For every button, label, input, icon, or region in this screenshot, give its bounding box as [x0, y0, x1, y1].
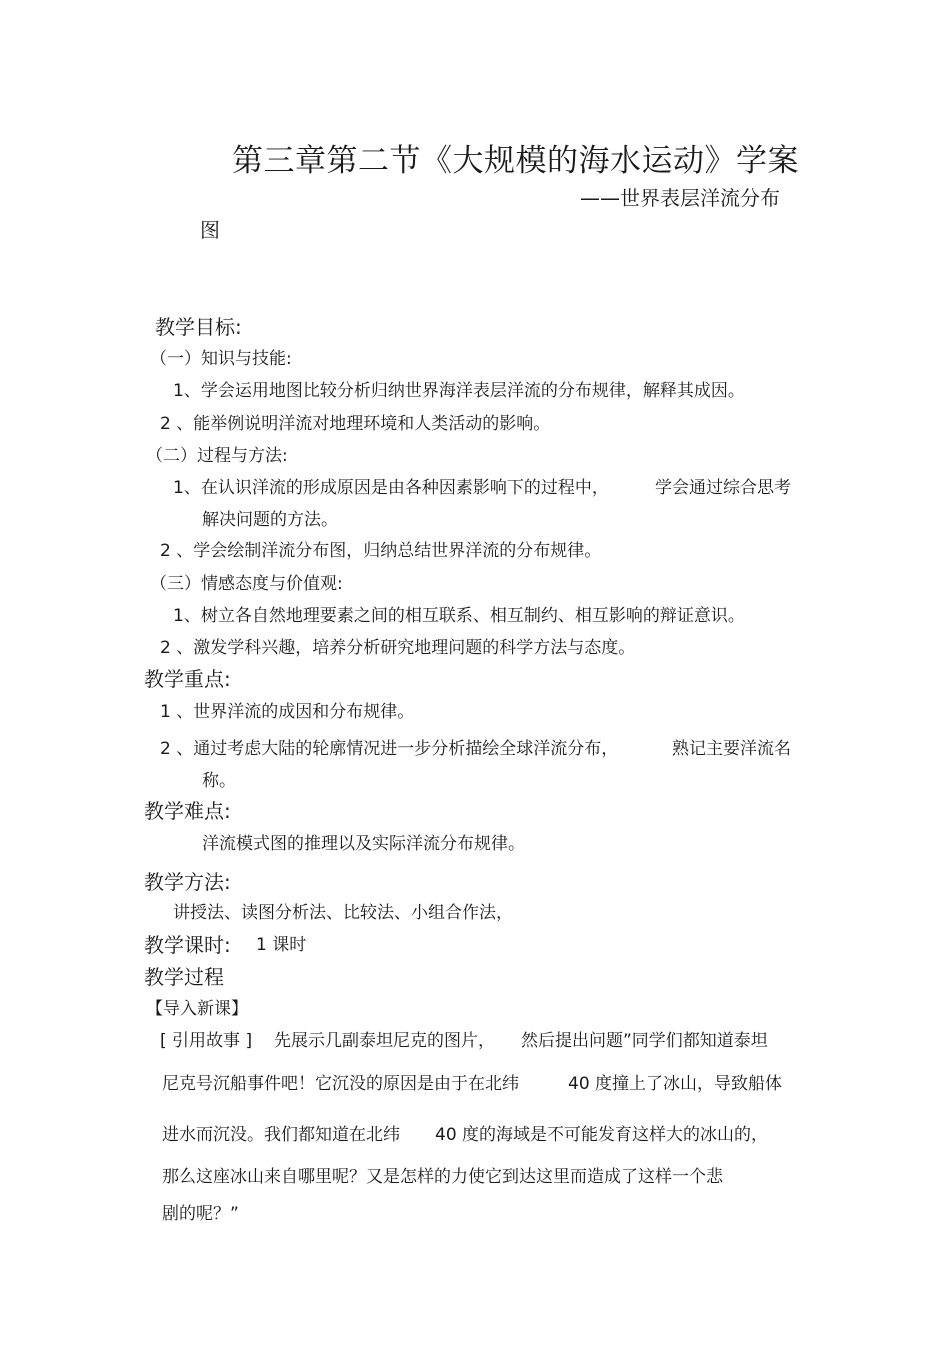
- document-title: 第三章第二节《大规模的海水运动》学案: [232, 143, 799, 179]
- story-line-2a: 尼克号沉船事件吧！它沉没的原因是由于在北纬: [162, 1074, 519, 1094]
- hours-value: 1 课时: [256, 935, 307, 955]
- document-subtitle-wrap: 图: [200, 218, 220, 242]
- process-item-1b: 学会通过综合思考: [655, 478, 791, 498]
- process-label: （二）过程与方法:: [146, 446, 288, 466]
- hours-heading: 教学课时:: [144, 933, 231, 957]
- knowledge-item-1: 1、学会运用地图比较分析归纳世界海洋表层洋流的分布规律，解释其成因。: [173, 381, 745, 401]
- key-points-heading: 教学重点:: [144, 667, 231, 691]
- objectives-heading: 教学目标:: [155, 315, 242, 339]
- key-point-2b: 熟记主要洋流名: [672, 739, 791, 759]
- key-point-2a: 2 、通过考虑大陆的轮廓情况进一步分析描绘全球洋流分布，: [160, 739, 619, 759]
- methods-heading: 教学方法:: [144, 870, 231, 894]
- difficulties-text: 洋流模式图的推理以及实际洋流分布规律。: [202, 834, 525, 854]
- knowledge-item-2: 2 、能举例说明洋流对地理环境和人类活动的影响。: [160, 414, 551, 434]
- process-heading: 教学过程: [144, 965, 224, 989]
- document-subtitle: ——世界表层洋流分布: [580, 186, 780, 210]
- methods-text: 讲授法、读图分析法、比较法、小组合作法，: [173, 903, 513, 923]
- story-line-1b: 先展示几副泰坦尼克的图片，: [274, 1031, 495, 1051]
- intro-label: 【导入新课】: [146, 999, 248, 1019]
- story-line-1c: 然后提出问题”同学们都知道泰坦: [521, 1031, 768, 1051]
- attitude-item-1: 1、树立各自然地理要素之间的相互联系、相互制约、相互影响的辩证意识。: [173, 606, 745, 626]
- process-item-2: 2 、学会绘制洋流分布图，归纳总结世界洋流的分布规律。: [160, 541, 602, 561]
- process-item-1c: 解决问题的方法。: [202, 510, 338, 530]
- story-line-5: 剧的呢？”: [162, 1204, 239, 1224]
- story-line-3b: 40 度的海域是不可能发育这样大的冰山的，: [435, 1125, 769, 1145]
- key-point-1: 1 、世界洋流的成因和分布规律。: [160, 702, 415, 722]
- knowledge-label: （一）知识与技能:: [150, 349, 292, 369]
- attitude-label: （三）情感态度与价值观:: [150, 574, 343, 594]
- story-line-3a: 进水而沉没。我们都知道在北纬: [162, 1125, 400, 1145]
- story-line-1a: [ 引用故事 ]: [160, 1031, 253, 1051]
- attitude-item-2: 2 、激发学科兴趣，培养分析研究地理问题的科学方法与态度。: [160, 638, 636, 658]
- difficulties-heading: 教学难点:: [144, 799, 231, 823]
- story-line-4: 那么这座冰山来自哪里呢？又是怎样的力使它到达这里而造成了这样一个悲: [162, 1167, 723, 1187]
- process-item-1a: 1、在认识洋流的形成原因是由各种因素影响下的过程中，: [173, 478, 609, 498]
- story-line-2b: 40 度撞上了冰山，导致船体: [568, 1074, 783, 1094]
- key-point-2c: 称。: [202, 771, 236, 791]
